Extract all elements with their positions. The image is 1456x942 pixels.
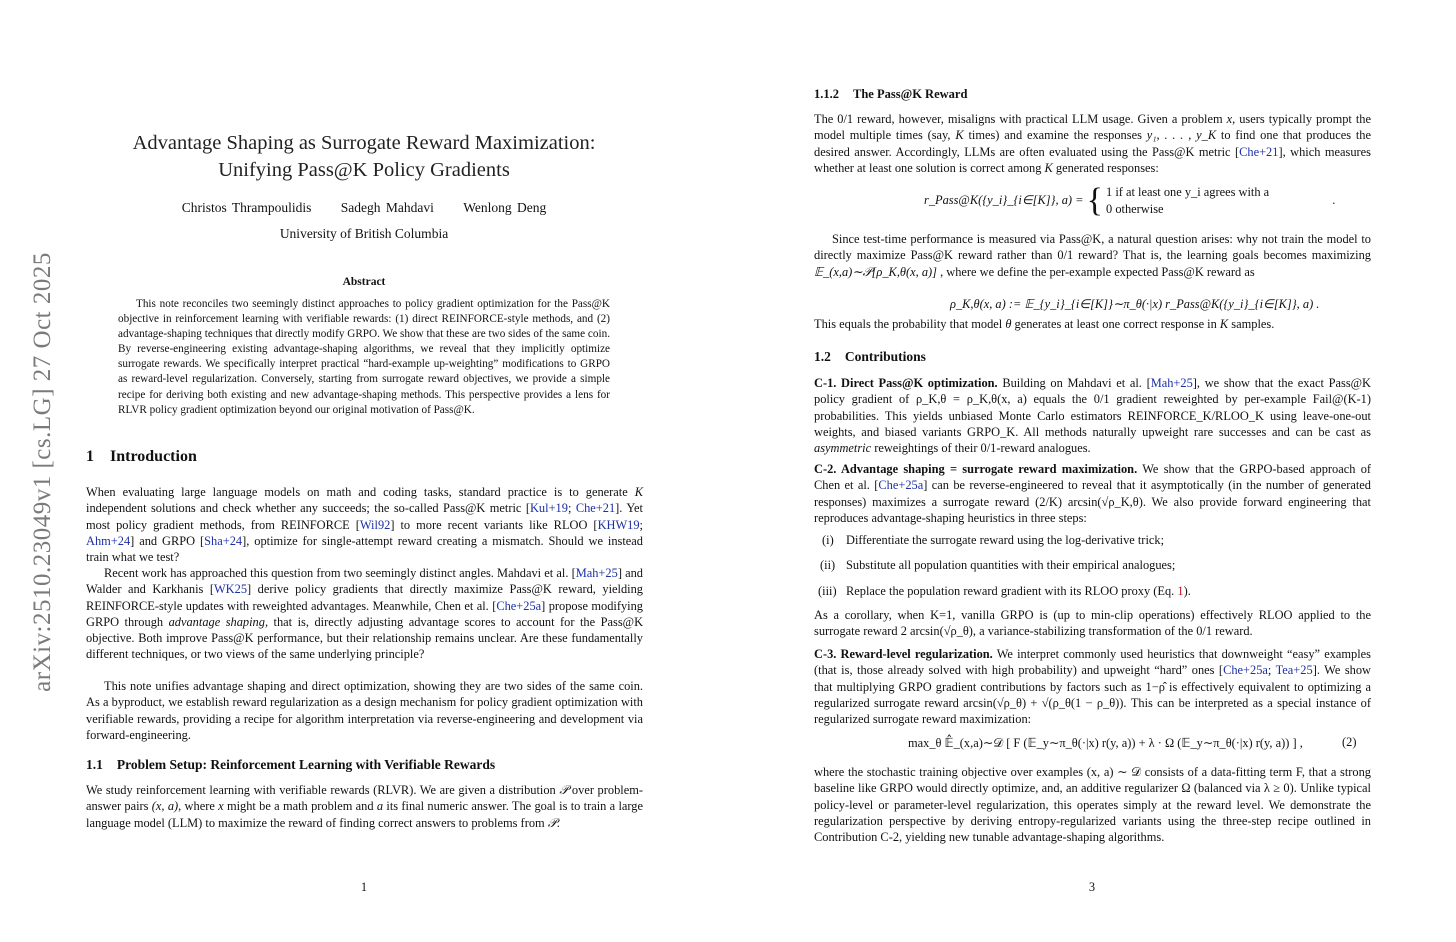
case-2: 0 otherwise: [1106, 202, 1164, 216]
author-1: Christos Thrampoulidis: [181, 200, 312, 215]
setup-paragraph: We study reinforcement learning with verifiable rewards (RLVR). We are given a distribution 𝒫 over problem-answer pairs (x, a), where x might be a math problem and a its final numeric answer. The goal is to train a large language model (LLM) to maximize the reward of finding correct answers to problems from 𝒫.: [86, 783, 644, 830]
step-number: (ii): [820, 558, 836, 572]
citation-link[interactable]: Sha+24: [204, 533, 243, 548]
author-list: [86, 200, 642, 216]
section-1-1-2-heading: [814, 87, 967, 102]
passk-paragraph-1: The 0/1 reward, however, misaligns with practical LLM usage. Given a problem x, users typically prompt the model multiple times (say, K times) and examine the responses y₁, . . . , y_K to find one that produces the desired answer. Accordingly, LLMs are often evaluated using the Pass@K metric [Che+21], which measures whether at least one solution is correct among K generated responses:: [814, 112, 1371, 175]
section-number: 1: [86, 448, 94, 465]
equation-2: max_θ 𝔼̂_(x,a)∼𝒟 [ F (𝔼_y∼π_θ(·|x) r(y, a)) + λ · Ω (𝔼_y∼π_θ(·|x) r(y, a)) ] ,: [908, 736, 1303, 750]
section-title: The Pass@K Reward: [853, 87, 968, 101]
citation-link[interactable]: KHW19: [597, 517, 640, 532]
section-1-1-heading: [86, 757, 495, 773]
case-1: 1 if at least one y_i agrees with a: [1106, 185, 1270, 199]
citation-link[interactable]: Kul+19: [529, 501, 568, 516]
passk-paragraph-3: This equals the probability that model θ generates at least one correct response in K samples.: [814, 317, 1275, 331]
recipe-step-2: [820, 558, 1175, 573]
title-line-1: Advantage Shaping as Surrogate Reward Maximization:: [132, 132, 596, 154]
equation-cases: [1106, 184, 1269, 218]
contribution-lead: C-2. Advantage shaping = surrogate reward maximization.: [814, 462, 1138, 476]
citation-link[interactable]: Che+25a: [496, 598, 542, 613]
intro-paragraph-1: When evaluating large language models on math and coding tasks, standard practice is to generate K independent solutions and check whether any succeeds; the so-called Pass@K metric [Kul+19; Che+21]. Yet most policy gradient methods, from REINFORCE [Wil92] to more recent variants like RLOO [KHW19; Ahm+24] and GRPO [Sha+24], optimize for single-attempt reward creating a mismatch. Should we instead train what we test?: [86, 485, 644, 565]
affiliation: University of British Columbia: [279, 226, 449, 241]
corollary-paragraph: As a corollary, when K=1, vanilla GRPO is (up to min-clip operations) effectively RLOO applied to the surrogate reward 2 arcsin(√ρ_θ), a variance-stabilizing transformation of the 0/1 reward.: [814, 608, 1371, 639]
step-number: (iii): [818, 584, 837, 598]
contribution-c2: C-2. Advantage shaping = surrogate reward maximization. We show that the GRPO-based approach of Chen et al. [Che+25a] can be reverse-engineered to reveal that it asymptotically (in the number of generated responses) maximizes a surrogate reward (2/K) arcsin(√ρ_K,θ). We also provide forward engineering that reproduces advantage-shaping heuristics in three steps:: [814, 462, 1372, 525]
section-number: 1.1: [86, 757, 103, 772]
equation-pass-k-reward: [924, 184, 1335, 218]
recipe-step-3: (iii) Replace the population reward gradient with its RLOO proxy (Eq. 1).: [818, 584, 1191, 598]
section-number: 1.2: [814, 349, 831, 364]
arxiv-stamp-text: arXiv:2510.23049v1 [cs.LG] 27 Oct 2025: [29, 252, 57, 692]
author-3: Wenlong Deng: [463, 200, 547, 215]
section-title: Contributions: [844, 349, 926, 364]
citation-link[interactable]: Mah+25: [575, 566, 618, 580]
passk-paragraph-2: Since test-time performance is measured via Pass@K, a natural question arises: why not train the model to directly maximize Pass@K reward rather than 0/1 reward? That is, the learning goals becomes maximizing 𝔼_(x,a)∼𝒫[ρ_K,θ(x, a)] , where we define the per-example expected Pass@K reward as: [814, 232, 1371, 279]
equation-period: .: [1332, 192, 1336, 207]
intro-paragraph-2: Recent work has approached this question from two seemingly distinct angles. Mahdavi et al. [Mah+25] and Walder and Karkhanis [WK25] derive policy gradients that directly maximize Pass@K reward, yielding REINFORCE-style updates with reweighted advantages. Meanwhile, Chen et al. [Che+25a] propose modifying GRPO through advantage shaping, that is, directly adjusting advantage scores to account for the Pass@K objective. Both improve Pass@K performance, but their relationship remains unclear. Are these fundamentally different techniques, or two views of the same underlying principle?: [86, 566, 644, 662]
cases-brace: {: [1086, 182, 1103, 219]
citation-link[interactable]: Wil92: [359, 517, 391, 532]
intro-paragraph-3: This note unifies advantage shaping and direct optimization, showing they are two sides of the same coin. As a byproduct, we establish reward regularization as a design mechanism for policy gradient optimization with verifiable rewards, providing a recipe for algorithm interpretation via reverse-engineering and development via forward-engineering.: [86, 679, 643, 742]
citation-link[interactable]: Che+21: [575, 501, 616, 516]
citation-link[interactable]: Tea+25: [1275, 663, 1313, 678]
citation-link[interactable]: Che+25a: [1223, 663, 1268, 678]
abstract-heading: Abstract: [342, 276, 386, 288]
author-2: Sadegh Mahdavi: [340, 200, 434, 215]
equation-rho-definition: ρ_K,θ(x, a) := 𝔼_{y_i}_{i∈[K]}∼π_θ(·|x) r_Pass@K({y_i}_{i∈[K]}, a) .: [950, 297, 1320, 311]
step-text: Substitute all population quantities with their empirical analogues;: [846, 558, 1176, 572]
page-number: 3: [1088, 880, 1096, 894]
citation-link[interactable]: Che+21: [1239, 144, 1279, 159]
citation-link[interactable]: Che+25a: [878, 478, 924, 493]
page-number: 1: [360, 880, 368, 894]
paper-page-3: [728, 0, 1456, 942]
equation-lhs: r_Pass@K({y_i}_{i∈[K]}, a) =: [924, 192, 1084, 207]
title-line-2: Unifying Pass@K Policy Gradients: [218, 159, 510, 181]
recipe-step-1: [822, 533, 1164, 548]
citation-link[interactable]: Mah+25: [1150, 376, 1193, 390]
step-text: Differentiate the surrogate reward using the log-derivative trick;: [846, 533, 1165, 547]
arxiv-stamp: [20, 252, 66, 692]
contribution-c3: C-3. Reward-level regularization. We interpret commonly used heuristics that downweight “easy” examples (that is, those already solved with high probability) and upweight “hard” ones [Che+25a; Tea+25]. We show that multiplying GRPO gradient contributions by factors such as 1−ρ̂ is effectively equivalent to optimizing a regularized surrogate reward arcsin(√ρ_θ) + √(ρ_θ(1 − ρ_θ)). This can be interpreted as a special instance of regularized surrogate reward maximization:: [814, 647, 1371, 727]
step-number: (i): [822, 533, 834, 547]
citation-link[interactable]: Ahm+24: [86, 533, 131, 548]
citation-link[interactable]: WK25: [213, 582, 248, 597]
section-number: 1.1.2: [814, 87, 839, 101]
abstract-text: This note reconciles two seemingly distinct approaches to policy gradient optimization for the Pass@K objective in reinforcement learning with verifiable rewards: (1) direct REINFORCE-style methods, and (2) advantage-shaping techniques that directly modify GRPO. We show that these are two sides of the same coin. By reverse-engineering existing advantage-shaping algorithms, we reveal that they implicitly optimize surrogate rewards. We specifically interpret practical “hard-example up-weighting” modifications to GRPO as reward-level regularization. Conversely, starting from surrogate reward objectives, we provide a simple recipe for deriving both existing and new advantage-shaping methods. This perspective provides a lens for RLVR policy gradient optimization beyond our original motivation of Pass@K.: [118, 298, 610, 416]
contribution-lead: C-1. Direct Pass@K optimization.: [814, 376, 998, 390]
regularization-paragraph: where the stochastic training objective over examples (x, a) ∼ 𝒟 consists of a data-fitting term F, that a strong baseline like GRPO would directly optimize, and, an additive regularizer Ω (balanced via λ ≥ 0). Unlike typical policy-level or parameter-level regularization, this operates simply at the reward level. We demonstrate the regularization perspective by deriving entropy-regularized variants using the three-step recipe outlined in Contribution C-2, yielding new tunable advantage-shaping algorithms.: [814, 765, 1371, 845]
step-text: Replace the population reward gradient with its RLOO proxy (Eq.: [846, 584, 1178, 598]
section-title: Problem Setup: Reinforcement Learning with Verifiable Rewards: [116, 757, 496, 772]
section-1-heading: [86, 448, 197, 466]
contribution-lead: C-3. Reward-level regularization.: [814, 647, 993, 661]
paper-title: [86, 130, 642, 184]
contribution-c1: C-1. Direct Pass@K optimization. Building on Mahdavi et al. [Mah+25], we show that the exact Pass@K policy gradient of ρ_K,θ = ρ_K,θ(x, a) equals the 0/1 gradient reweighted by per-example Fail@(K-1) probabilities. This yields unbiased Monte Carlo estimators REINFORCE_K/RLOO_K using leave-one-out weights, and biased variants GRPO_K. All methods naturally upweight rare successes and can be cast as asymmetric reweightings of their 0/1-reward analogues.: [814, 376, 1371, 456]
section-1-2-heading: [814, 349, 926, 365]
equation-2-number: (2): [1342, 735, 1357, 749]
section-title: Introduction: [110, 448, 197, 465]
equation-reference-link[interactable]: 1: [1177, 584, 1184, 598]
